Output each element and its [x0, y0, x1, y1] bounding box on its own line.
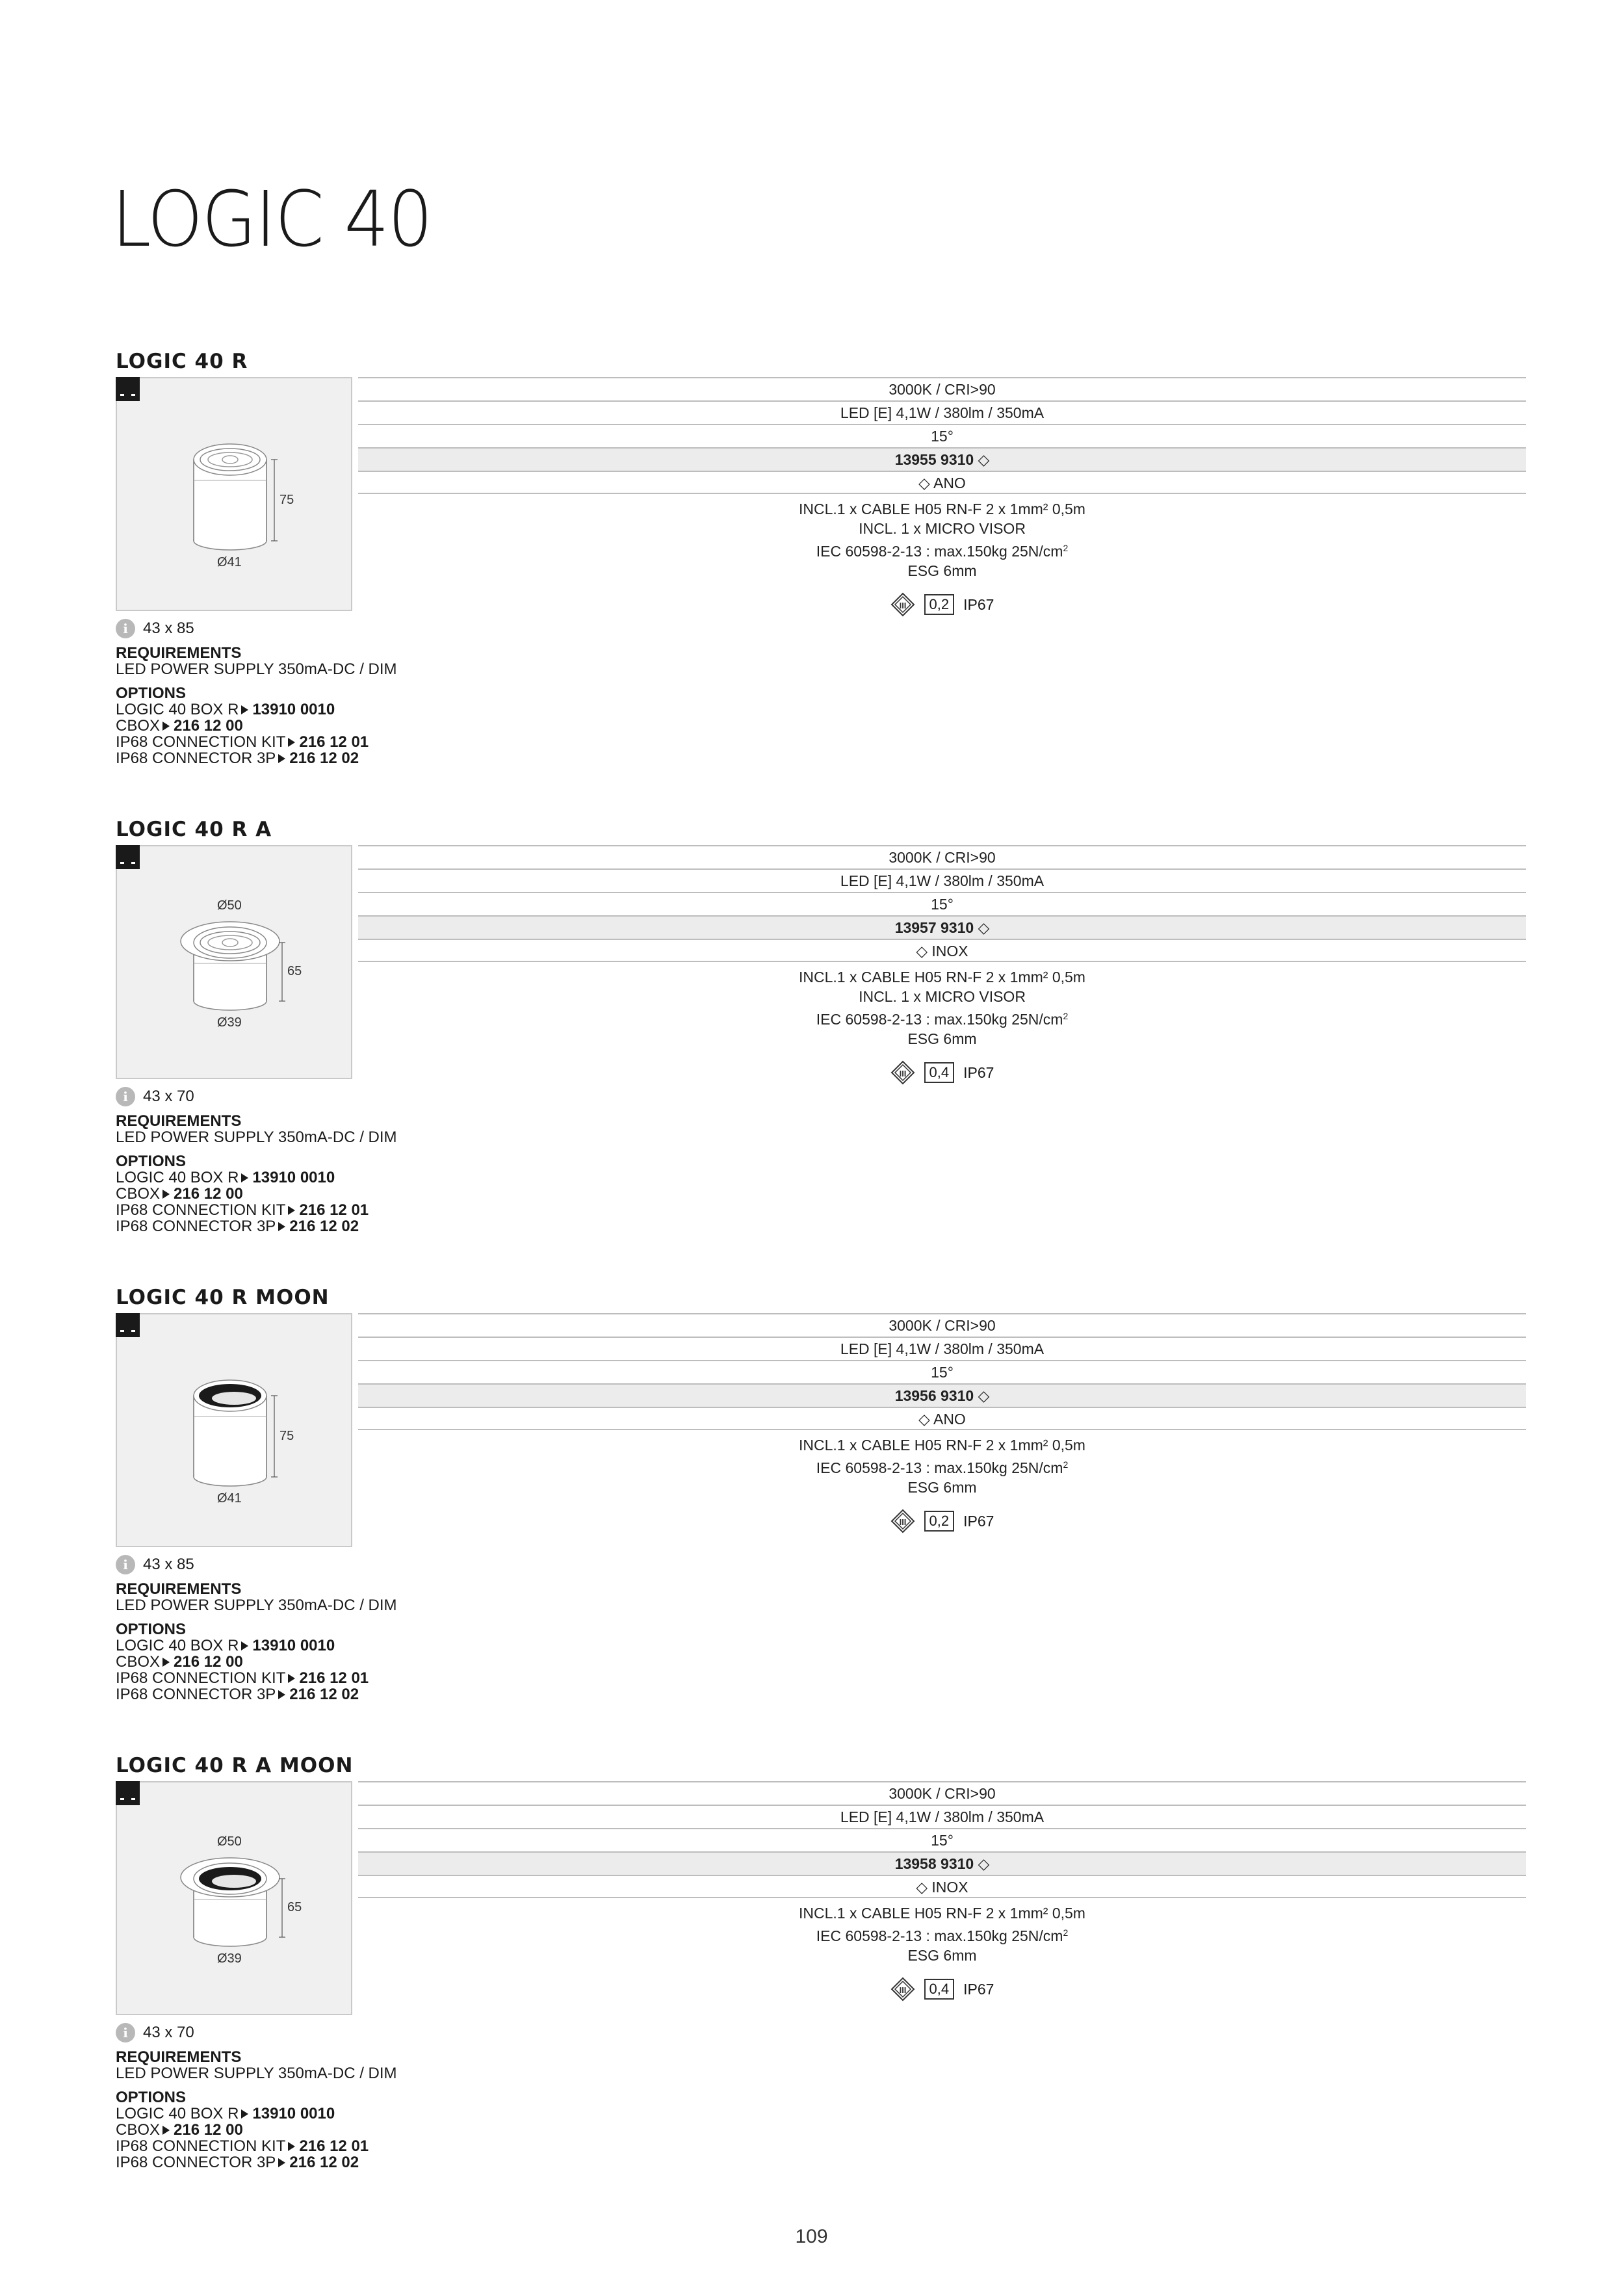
black-color-swatch: [116, 377, 140, 401]
note-line: INCL. 1 x MICRO VISOR: [859, 520, 1026, 537]
option-item: IP68 CONNECTOR 3P 216 12 02: [116, 2154, 359, 2171]
requirements-text: LED POWER SUPPLY 350mA-DC / DIM: [116, 660, 397, 678]
notes: [358, 1435, 1526, 1497]
product-name: LOGIC 40 R MOON: [116, 1286, 330, 1309]
arrow-right-icon: [278, 1690, 285, 1699]
note-line: IEC 60598-2-13 : max.150kg $25N/cm^2$: [816, 1011, 1069, 1028]
spec-row: 3000K / CRI>90: [358, 1781, 1526, 1805]
note-line: ESG 6mm: [907, 1030, 977, 1047]
article-code: 13956 9310: [894, 1387, 974, 1404]
class-iii-icon: [890, 592, 915, 617]
option-item: IP68 CONNECTION KIT 216 12 01: [116, 2137, 369, 2155]
arrow-right-icon: [278, 1222, 285, 1231]
rating-box: 0,2: [924, 1511, 955, 1532]
diamond-icon: ◇: [916, 943, 928, 959]
option-item: LOGIC 40 BOX R 13910 0010: [116, 2105, 335, 2122]
superscript-2: 2: [1063, 543, 1069, 553]
finish-label: ANO: [933, 475, 966, 491]
note-line: INCL.1 x CABLE H05 RN-F 2 x 1mm² 0,5m: [799, 1437, 1085, 1454]
svg-text:III: III: [899, 1985, 906, 1995]
cutout-size: i 43 x 85: [116, 1555, 194, 1574]
dim-diameter-top: Ø50: [217, 1834, 242, 1849]
option-item: CBOX 216 12 00: [116, 1653, 243, 1671]
option-item: IP68 CONNECTOR 3P 216 12 02: [116, 1686, 359, 1703]
option-item: CBOX 216 12 00: [116, 2121, 243, 2139]
arrow-right-icon: [241, 2109, 248, 2119]
option-item: LOGIC 40 BOX R 13910 0010: [116, 1169, 335, 1186]
class-iii-icon: [890, 1060, 915, 1085]
product-name: LOGIC 40 R A: [116, 818, 272, 841]
product-image: [116, 1313, 352, 1547]
dim-height: 65: [287, 1900, 302, 1914]
requirements-options: [116, 2049, 397, 2171]
rating-icons: [358, 592, 1526, 617]
spec-row: 15°: [358, 1828, 1526, 1851]
diamond-icon: ◇: [978, 1387, 990, 1404]
spec-row: 15°: [358, 1360, 1526, 1383]
superscript-2: 2: [1063, 1011, 1069, 1021]
requirements-heading: REQUIREMENTS: [116, 644, 242, 662]
rating-box: 0,2: [924, 594, 955, 615]
note-line: ESG 6mm: [907, 1479, 977, 1496]
requirements-heading: REQUIREMENTS: [116, 1112, 242, 1130]
dim-diameter-bottom: Ø39: [217, 1951, 242, 1966]
diamond-icon: ◇: [918, 1411, 930, 1428]
cutout-size: i 43 x 70: [116, 1087, 194, 1106]
cutout-size: i 43 x 85: [116, 619, 194, 638]
article-code: 13958 9310: [894, 1855, 974, 1872]
requirements-options: [116, 1581, 397, 1702]
note-line: INCL.1 x CABLE H05 RN-F 2 x 1mm² 0,5m: [799, 969, 1085, 985]
spec-row: LED [E] 4,1W / 380lm / 350mA: [358, 1805, 1526, 1828]
requirements-options: [116, 1113, 397, 1234]
arrow-right-icon: [241, 1173, 248, 1182]
dim-diameter-bottom: Ø39: [217, 1015, 242, 1030]
spec-table: [358, 845, 1526, 1085]
finish-label: INOX: [931, 943, 968, 959]
note-line: INCL.1 x CABLE H05 RN-F 2 x 1mm² 0,5m: [799, 1905, 1085, 1922]
note-line: INCL.1 x CABLE H05 RN-F 2 x 1mm² 0,5m: [799, 501, 1085, 517]
svg-text:III: III: [899, 1517, 906, 1527]
svg-text:III: III: [899, 601, 906, 610]
options-heading: OPTIONS: [116, 2089, 187, 2106]
arrow-right-icon: [288, 1206, 295, 1215]
black-color-swatch: [116, 845, 140, 869]
finish-row: [358, 939, 1526, 962]
notes: [358, 499, 1526, 581]
dim-height: 75: [279, 492, 294, 507]
class-iii-icon: [890, 1977, 915, 2002]
svg-text:III: III: [899, 1069, 906, 1078]
article-code: 13957 9310: [894, 919, 974, 936]
requirements-text: LED POWER SUPPLY 350mA-DC / DIM: [116, 1128, 397, 1146]
cutout-size: i 43 x 70: [116, 2023, 194, 2042]
finish-row: [358, 1875, 1526, 1898]
product-block: [116, 350, 1526, 792]
diamond-icon: ◇: [978, 451, 990, 468]
info-icon: i: [116, 1555, 135, 1574]
arrow-right-icon: [241, 705, 248, 714]
note-line: ESG 6mm: [907, 562, 977, 579]
requirements-text: LED POWER SUPPLY 350mA-DC / DIM: [116, 1597, 397, 1614]
product-block: [116, 1754, 1526, 2196]
superscript-2: 2: [1063, 1927, 1069, 1938]
dim-diameter-bottom: Ø41: [217, 555, 242, 569]
arrow-right-icon: [278, 2158, 285, 2167]
note-line: IEC 60598-2-13 : max.150kg $25N/cm^2$: [816, 1459, 1069, 1476]
finish-row: [358, 1407, 1526, 1430]
black-color-swatch: [116, 1781, 140, 1805]
rating-box: 0,4: [924, 1062, 955, 1083]
option-item: IP68 CONNECTION KIT 216 12 01: [116, 1669, 369, 1687]
info-icon: i: [116, 619, 135, 638]
notes: [358, 967, 1526, 1049]
spec-row: 15°: [358, 424, 1526, 447]
requirements-heading: REQUIREMENTS: [116, 2048, 242, 2066]
spec-row: LED [E] 4,1W / 380lm / 350mA: [358, 868, 1526, 892]
diamond-icon: ◇: [916, 1879, 928, 1896]
ip-rating: IP67: [963, 1063, 994, 1081]
options-heading: OPTIONS: [116, 1153, 187, 1170]
note-line: IEC 60598-2-13 : max.150kg $25N/cm^2$: [816, 1927, 1069, 1944]
option-item: LOGIC 40 BOX R 13910 0010: [116, 1637, 335, 1654]
spec-row: LED [E] 4,1W / 380lm / 350mA: [358, 400, 1526, 424]
dim-height: 65: [287, 964, 302, 978]
arrow-right-icon: [162, 1190, 170, 1199]
black-color-swatch: [116, 1313, 140, 1337]
product-name: LOGIC 40 R: [116, 350, 248, 373]
options-heading: OPTIONS: [116, 1621, 187, 1638]
requirements-options: [116, 645, 397, 766]
arrow-right-icon: [288, 1674, 295, 1683]
arrow-right-icon: [288, 738, 295, 747]
diamond-icon: ◇: [978, 1855, 990, 1872]
option-item: IP68 CONNECTOR 3P 216 12 02: [116, 1218, 359, 1235]
notes: [358, 1903, 1526, 1965]
rating-icons: [358, 1060, 1526, 1085]
info-icon: i: [116, 1087, 135, 1106]
class-iii-icon: [890, 1509, 915, 1533]
arrow-right-icon: [162, 2126, 170, 2135]
page-title: LOGIC 40: [112, 174, 432, 264]
article-code-row: [358, 447, 1526, 471]
spec-table: [358, 1313, 1526, 1533]
ip-rating: IP67: [963, 1980, 994, 1998]
arrow-right-icon: [241, 1641, 248, 1650]
ip-rating: IP67: [963, 595, 994, 613]
spec-row: 15°: [358, 892, 1526, 915]
arrow-right-icon: [162, 722, 170, 731]
note-line: ESG 6mm: [907, 1947, 977, 1964]
note-line: INCL. 1 x MICRO VISOR: [859, 988, 1026, 1005]
option-item: IP68 CONNECTION KIT 216 12 01: [116, 733, 369, 751]
rating-icons: [358, 1509, 1526, 1533]
rating-icons: [358, 1977, 1526, 2002]
superscript-2: 2: [1063, 1459, 1069, 1470]
spec-row: 3000K / CRI>90: [358, 1313, 1526, 1337]
diamond-icon: ◇: [978, 919, 990, 936]
diamond-icon: ◇: [918, 475, 930, 491]
product-block: [116, 1286, 1526, 1728]
article-code-row: [358, 1383, 1526, 1407]
article-code: 13955 9310: [894, 451, 974, 468]
requirements-text: LED POWER SUPPLY 350mA-DC / DIM: [116, 2065, 397, 2082]
arrow-right-icon: [162, 1658, 170, 1667]
spec-row: LED [E] 4,1W / 380lm / 350mA: [358, 1337, 1526, 1360]
spec-row: 3000K / CRI>90: [358, 377, 1526, 400]
spec-table: [358, 1781, 1526, 2002]
ip-rating: IP67: [963, 1512, 994, 1530]
finish-label: ANO: [933, 1411, 966, 1428]
product-name: LOGIC 40 R A MOON: [116, 1754, 354, 1777]
option-item: IP68 CONNECTOR 3P 216 12 02: [116, 750, 359, 767]
finish-row: [358, 471, 1526, 494]
option-item: LOGIC 40 BOX R 13910 0010: [116, 701, 335, 718]
arrow-right-icon: [278, 754, 285, 763]
rating-box: 0,4: [924, 1979, 955, 2000]
spec-table: [358, 377, 1526, 617]
dim-diameter-top: Ø50: [217, 898, 242, 913]
finish-label: INOX: [931, 1879, 968, 1896]
page-number: 109: [795, 2226, 828, 2247]
product-image: [116, 1781, 352, 2015]
product-block: [116, 818, 1526, 1260]
article-code-row: [358, 1851, 1526, 1875]
requirements-heading: REQUIREMENTS: [116, 1580, 242, 1598]
note-line: IEC 60598-2-13 : max.150kg $25N/cm^2$: [816, 543, 1069, 560]
product-image: [116, 377, 352, 611]
option-item: CBOX 216 12 00: [116, 1185, 243, 1203]
info-icon: i: [116, 2023, 135, 2042]
dim-height: 75: [279, 1428, 294, 1443]
article-code-row: [358, 915, 1526, 939]
option-item: CBOX 216 12 00: [116, 717, 243, 735]
product-image: [116, 845, 352, 1079]
options-heading: OPTIONS: [116, 685, 187, 702]
option-item: IP68 CONNECTION KIT 216 12 01: [116, 1201, 369, 1219]
dim-diameter-bottom: Ø41: [217, 1491, 242, 1506]
spec-row: 3000K / CRI>90: [358, 845, 1526, 868]
arrow-right-icon: [288, 2142, 295, 2151]
